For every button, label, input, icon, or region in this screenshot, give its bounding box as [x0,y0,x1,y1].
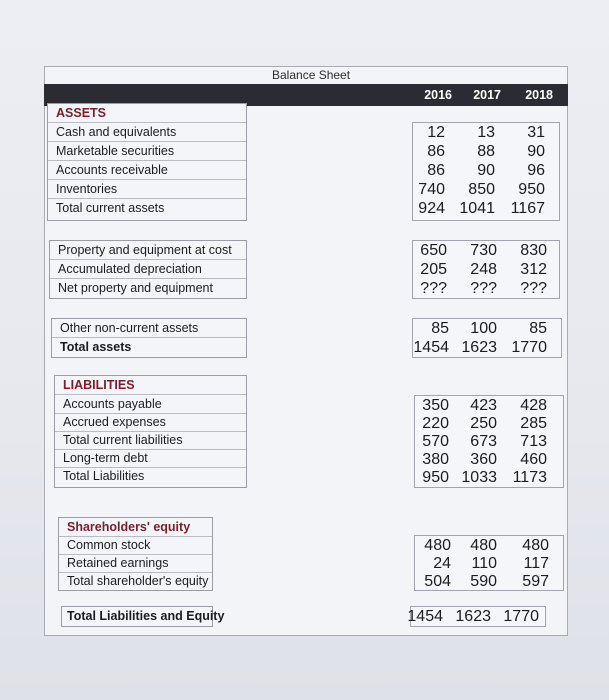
total-liabilities-2016: 950 [422,469,449,486]
total-equity-2017: 590 [470,573,497,590]
row-accounts-receivable: Accounts receivable [48,161,246,180]
total-liabilities-equity-label-block [61,606,225,627]
long-term-debt-2017: 360 [470,451,497,468]
total-assets-2017: 1623 [461,339,497,356]
property-values-block [412,240,560,299]
inventories-2016: 740 [418,181,445,198]
row-accumulated-depreciation: Accumulated depreciation [50,260,246,279]
total-current-assets-2016: 924 [418,200,445,217]
current-liabilities-2017: 673 [470,433,497,450]
retained-earnings-2016: 24 [433,555,451,572]
accrued-2018: 285 [520,415,547,432]
inventories-2017: 850 [468,181,495,198]
row-marketable-securities: Marketable securities [48,142,246,161]
liabilities-label-block [54,375,247,488]
other-assets-2016: 85 [431,320,449,337]
property-cost-2017: 730 [470,242,497,259]
row-total-current-assets: Total current assets [56,201,165,215]
year-header-2018: 2018 [525,88,553,102]
cash-2018: 31 [527,124,545,141]
common-stock-2017: 480 [470,537,497,554]
common-stock-2018: 480 [522,537,549,554]
retained-earnings-2018: 117 [523,555,549,572]
current-liabilities-2018: 713 [520,433,547,450]
net-property-2018: ??? [520,280,547,297]
row-total-liabilities: Total Liabilities [63,469,145,483]
payable-2018: 428 [520,397,547,414]
assets-heading: ASSETS [48,104,246,123]
accrued-2017: 250 [470,415,497,432]
total-assets-2016: 1454 [413,339,449,356]
row-accounts-payable: Accounts payable [55,395,246,414]
equity-label-block [58,517,213,591]
total-equity-2018: 597 [522,573,549,590]
inventories-2018: 950 [518,181,545,198]
receivable-2018: 96 [527,162,545,179]
year-header-2016: 2016 [424,88,452,102]
equity-heading: Shareholders' equity [59,518,212,537]
equity-values-block [414,535,564,591]
total-current-assets-2017: 1041 [459,200,495,217]
total-liabilities-2018: 1173 [512,469,547,486]
depreciation-2018: 312 [520,261,547,278]
securities-2016: 86 [427,143,445,160]
other-assets-2018: 85 [529,320,547,337]
liabilities-values-block [414,395,564,488]
total-current-assets-2018: 1167 [510,200,545,217]
row-retained-earnings: Retained earnings [59,554,212,573]
assets-label-block [47,103,247,221]
common-stock-2016: 480 [424,537,451,554]
liabilities-heading: LIABILITIES [55,376,246,395]
row-total-current-liabilities: Total current liabilities [55,431,246,450]
receivable-2016: 86 [427,162,445,179]
securities-2018: 90 [527,143,545,160]
property-cost-2018: 830 [520,242,547,259]
total-equity-2016: 504 [424,573,451,590]
payable-2017: 423 [470,397,497,414]
row-total-assets: Total assets [60,340,132,354]
year-header-2017: 2017 [473,88,501,102]
net-property-2017: ??? [470,280,497,297]
total-liabilities-equity-values-block [407,606,546,627]
total-assets-2018: 1770 [511,339,547,356]
net-property-2016: ??? [420,280,447,297]
row-inventories: Inventories [48,180,246,199]
row-long-term-debt: Long-term debt [55,449,246,468]
row-property-at-cost: Property and equipment at cost [50,241,246,260]
other-assets-label-block [51,318,247,358]
receivable-2017: 90 [477,162,495,179]
other-assets-2017: 100 [470,320,497,337]
current-liabilities-2016: 570 [422,433,449,450]
row-total-shareholders-equity: Total shareholder's equity [67,574,209,588]
other-assets-values-block [412,318,562,358]
accrued-2016: 220 [422,415,449,432]
property-label-block [49,240,247,299]
property-cost-2016: 650 [420,242,447,259]
row-total-liabilities-and-equity: Total Liabilities and Equity [67,609,225,623]
row-net-property: Net property and equipment [58,281,213,295]
total-le-2016: 1454 [407,608,443,625]
assets-values-block [412,122,560,221]
securities-2017: 88 [477,143,495,160]
row-accrued-expenses: Accrued expenses [55,413,246,432]
cash-2016: 12 [427,124,445,141]
retained-earnings-2017: 110 [471,555,497,572]
row-common-stock: Common stock [59,536,212,555]
long-term-debt-2018: 460 [520,451,547,468]
row-other-non-current-assets: Other non-current assets [52,319,246,338]
long-term-debt-2016: 380 [422,451,449,468]
depreciation-2017: 248 [470,261,497,278]
total-le-2018: 1770 [503,608,539,625]
row-cash-and-equivalents: Cash and equivalents [48,123,246,142]
total-liabilities-2017: 1033 [461,469,497,486]
sheet-title: Balance Sheet [272,68,351,82]
depreciation-2016: 205 [420,261,447,278]
payable-2016: 350 [422,397,449,414]
total-le-2017: 1623 [455,608,491,625]
cash-2017: 13 [477,124,495,141]
